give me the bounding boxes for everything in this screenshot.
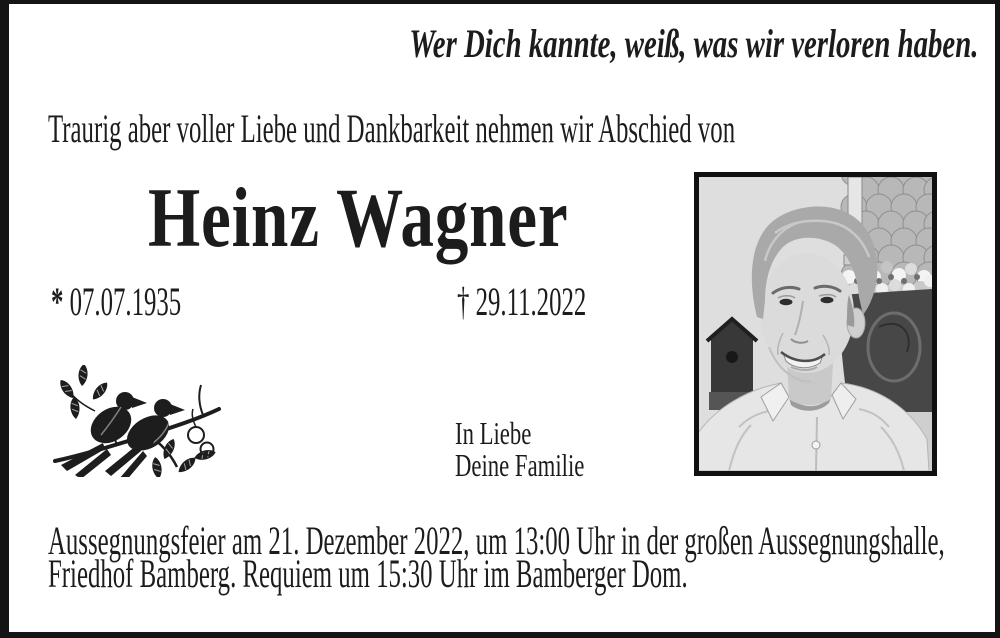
footer-line-1: Aussegnungsfeier am 21. Dezember 2022, um 13:00 Uhr in der großen Aussegnungshalle, — [48, 518, 945, 563]
deceased-name: Heinz Wagner — [148, 171, 569, 265]
death-cross-symbol: † — [457, 279, 470, 324]
death-date: 29.11.2022 — [475, 279, 587, 324]
intro-line: Traurig aber voller Liebe und Dankbarkeit nehmen wir Abschied von — [48, 106, 736, 151]
closing-line-1: In Liebe — [455, 415, 532, 451]
portrait-photo — [694, 172, 937, 476]
death-date-line — [457, 280, 586, 323]
closing-line-2: Deine Familie — [455, 447, 585, 483]
birth-date: 07.07.1935 — [69, 279, 182, 324]
birth-star-symbol: * — [51, 279, 64, 324]
birth-date-line — [51, 280, 181, 323]
memorial-quote: Wer Dich kannte, weiß, was wir verloren haben. — [408, 21, 978, 66]
footer-line-2: Friedhof Bamberg. Requiem um 15:30 Uhr im Bamberger Dom. — [48, 551, 688, 596]
birds-illustration — [53, 365, 223, 477]
leaf-cluster-top — [57, 365, 111, 419]
